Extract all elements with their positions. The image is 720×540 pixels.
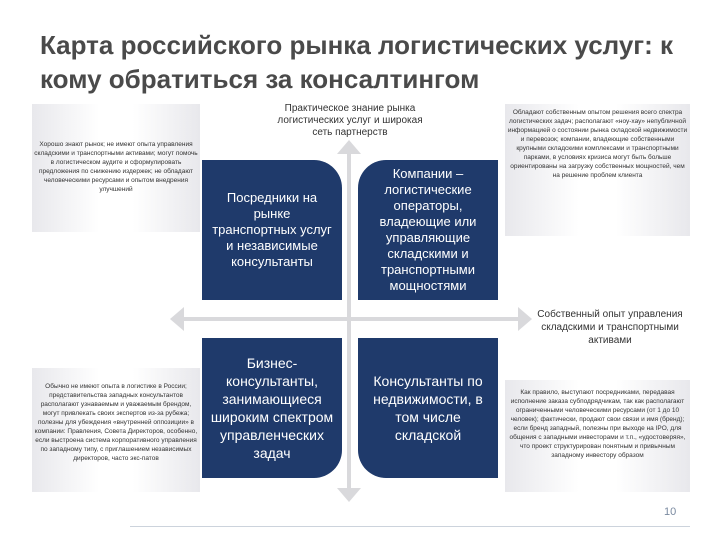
vertical-axis [347,150,351,490]
note-top-right: Обладают собственным опытом решения всего спектра логистических задач; располагают «ноу-хау» непубличной информацией о состоянии рынка складской недвижимости и перевозок; компании, владеющие собственными крупными складскими комплексами и транспортными парками, в условиях кризиса могут быть больше ориентированы на загрузку собственных мощностей, чем на решение проблем клиента [507,109,688,179]
quadrant-top-right-label: Компании – логистические операторы, владеющие или управляющие складскими и транспортными мощностями [379,166,477,293]
horizontal-axis-label: Собственный опыт управления складскими и транспортными активами [537,309,683,346]
slide-title: Карта российского рынка логистических услуг: к кому обратиться за консалтингом [40,30,674,94]
arrow-down-icon [337,488,361,502]
quadrant-bottom-left [202,338,342,478]
quadrant-bottom-right [358,338,498,478]
quadrant-bottom-right-label: Консультанты по недвижимости, в том числе складской [373,373,483,443]
arrow-left-icon [170,307,184,331]
vertical-axis-label: Практическое знание рынка логистических услуг и широкая сеть партнерств [277,103,423,138]
note-top-left: Хорошо знают рынок; не имеют опыта управления складскими и транспортными активами; могут помочь в логистическом аудите и сформулировать предложения по снижению издержек; не обладают человеческими ресурсами и опытом внедрения улучшений [34,141,198,193]
note-bottom-left: Обычно не имеют опыта в логистике в России; представительства западных консультантов располагают узнаваемым и уважаемым брендом, могут привлекать своих экспертов из-за рубежа; полезны для убеждения «внутренней оппозиции» в компании: Правления, Совета Директоров, особенно, если выстроена система корпоративного управления по западному типу, с приглашением независимых директоров, часто экс-патов [34,383,198,462]
quadrant-top-right [358,160,498,300]
footer-divider [130,526,690,527]
quadrant-top-left-label: Посредники на рынке транспортных услуг и независимые консультанты [212,190,332,269]
note-bottom-right: Как правило, выступают посредниками, передавая исполнение заказа субподрядчикам, так как располагают ограниченными человеческими ресурсами (от 1 до 10 человек); фактически, продают свои связи и имя (бренд); если бренд западный, полезны при выходе на IPO, для общения с западными инвесторами и т.п., «удостоверяя», что проект структурирован понятным и привычным западному инвестору образом [509,389,686,459]
page-number: 10 [664,506,677,518]
quadrant-bottom-left-label: Бизнес-консультанты, занимающиеся широким спектром управленческих задач [210,355,334,461]
quadrant-top-left [202,160,342,300]
arrow-up-icon [337,140,361,154]
